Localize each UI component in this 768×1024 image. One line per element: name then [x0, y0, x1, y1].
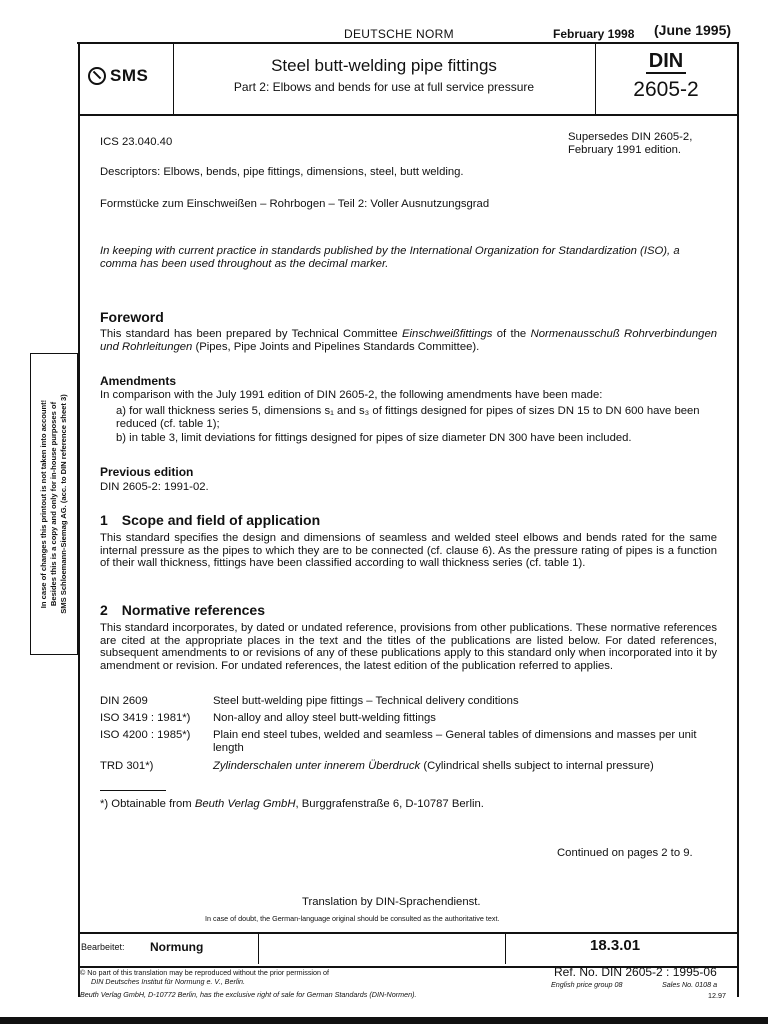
- foreword-heading: Foreword: [100, 309, 164, 325]
- original-date: (June 1995): [654, 22, 732, 38]
- edition-code: 12.97: [708, 991, 726, 1000]
- document-type: DEUTSCHE NORM: [344, 27, 454, 41]
- reference-code: ISO 3419 : 1981*): [100, 712, 191, 724]
- amendment-a: a) for wall thickness series 5, dimensions s₁ and s₃ of fittings designed for pipes of sizes DN 15 to DN 600 have been reduced (cf. table 1);: [116, 405, 700, 430]
- amendment-b: b) in table 3, limit deviations for fittings designed for pipes of size diameter DN 300 have been included.: [116, 432, 632, 444]
- side-stamp-text: In case of changes this printout is not taken into account! Besides this is a copy and only for in-house purposes of SMS Schloemann-Siemag AG. (acc. to DIN reference sheet 3): [39, 394, 68, 614]
- reference-title: Zylinderschalen unter innerem Überdruck (Cylindrical shells subject to internal pressure): [213, 760, 654, 772]
- processing-divider: [258, 932, 259, 964]
- previous-edition-heading: Previous edition: [100, 465, 194, 479]
- amendments-intro: In comparison with the July 1991 edition of DIN 2605-2, the following amendments have been made:: [100, 389, 603, 401]
- header-divider: [173, 42, 174, 114]
- footnote: *) Obtainable from Beuth Verlag GmbH, Burggrafenstraße 6, D-10787 Berlin.: [100, 798, 484, 810]
- logo-text: SMS: [110, 66, 149, 85]
- side-stamp: [30, 353, 78, 655]
- processed-by-value: Normung: [150, 940, 204, 954]
- standard-number: 2605-2: [633, 78, 699, 101]
- sms-logo: [88, 66, 148, 86]
- sales-number: Sales No. 0108 a: [662, 980, 718, 989]
- ics-code: ICS 23.040.40: [100, 136, 173, 148]
- din-label: DIN: [646, 50, 686, 74]
- supersedes-line-1: Supersedes DIN 2605-2,: [568, 131, 693, 143]
- previous-edition-text: DIN 2605-2: 1991-02.: [100, 481, 209, 493]
- footnote-rule: [100, 790, 166, 791]
- supersedes-line-2: February 1991 edition.: [568, 144, 682, 156]
- reference-code: DIN 2609: [100, 695, 148, 707]
- german-title: Formstücke zum Einschweißen – Rohrbogen – Teil 2: Voller Ausnutzungsgrad: [100, 198, 490, 210]
- din-mark: [596, 50, 736, 73]
- document-subtitle: Part 2: Elbows and bends for use at full service pressure: [233, 80, 535, 94]
- section-2-text: This standard incorporates, by dated or undated reference, provisions from other publications. These normative references are cited at the appropriate places in the text and the titles of the publications are listed below. For dated references, subsequent amendments to or revisions of any of these publications apply to this standard only when incorporated into it by amendment or revision. For undated references, the latest edition of the publication referred to applies.: [100, 622, 717, 672]
- scan-edge: [0, 1017, 768, 1024]
- section-1-text: This standard specifies the design and dimensions of seamless and welded steel elbows and bends rated for the same internal pressure as the pipes to which they are to be connected (cf. clause 6). As the pressure rating of pipes is a function of their wall thickness, fittings have been classified according to wall thickness series (cf. table 1).: [100, 532, 717, 569]
- descriptors: Descriptors: Elbows, bends, pipe fittings, dimensions, steel, butt welding.: [100, 166, 464, 178]
- foreword-text: This standard has been prepared by Technical Committee Einschweißfittings of the Normenausschuß Rohrverbindungen und Rohrleitungen (Pipes, Pipe Joints and Pipelines Standards Committee).: [100, 328, 718, 353]
- price-group: English price group 08: [551, 980, 623, 989]
- copyright-line-1: © No part of this translation may be reproduced without the prior permission of: [80, 968, 329, 977]
- reference-code: TRD 301*): [100, 760, 154, 772]
- continued-note: Continued on pages 2 to 9.: [557, 847, 693, 859]
- reference-number: Ref. No. DIN 2605-2 : 1995-06: [554, 965, 717, 979]
- translation-line: Translation by DIN-Sprachendienst.: [302, 896, 481, 908]
- copyright-line-2: DIN Deutsches Institut für Normung e. V., Berlin.: [91, 977, 246, 986]
- processed-by-label: Bearbeitet:: [81, 942, 125, 952]
- authoritative-note: In case of doubt, the German-language original should be consulted as the authoritative text.: [205, 914, 500, 923]
- reference-title: Steel butt-welding pipe fittings – Technical delivery conditions: [213, 695, 519, 707]
- processing-date: 18.3.01: [590, 937, 641, 954]
- reference-title: Plain end steel tubes, welded and seamless – General tables of dimensions and masses per unit length: [213, 729, 697, 754]
- reference-code: ISO 4200 : 1985*): [100, 729, 191, 741]
- reference-title: Non-alloy and alloy steel butt-welding fittings: [213, 712, 436, 724]
- copyright-line-3: Beuth Verlag GmbH, D-10772 Berlin, has the exclusive right of sale for German Standards (DIN-Normen).: [80, 990, 417, 999]
- section-1-heading: 1 Scope and field of application: [100, 512, 321, 528]
- publication-date: February 1998: [553, 27, 635, 41]
- document-title: Steel butt-welding pipe fittings: [271, 56, 497, 75]
- amendments-heading: Amendments: [100, 374, 177, 388]
- section-2-heading: 2 Normative references: [100, 602, 265, 618]
- sms-logo-icon: [88, 67, 106, 85]
- decimal-notice: In keeping with current practice in standards published by the International Organization for Standardization (ISO), a comma has been used throughout as the decimal marker.: [100, 245, 680, 270]
- processing-divider: [505, 932, 506, 964]
